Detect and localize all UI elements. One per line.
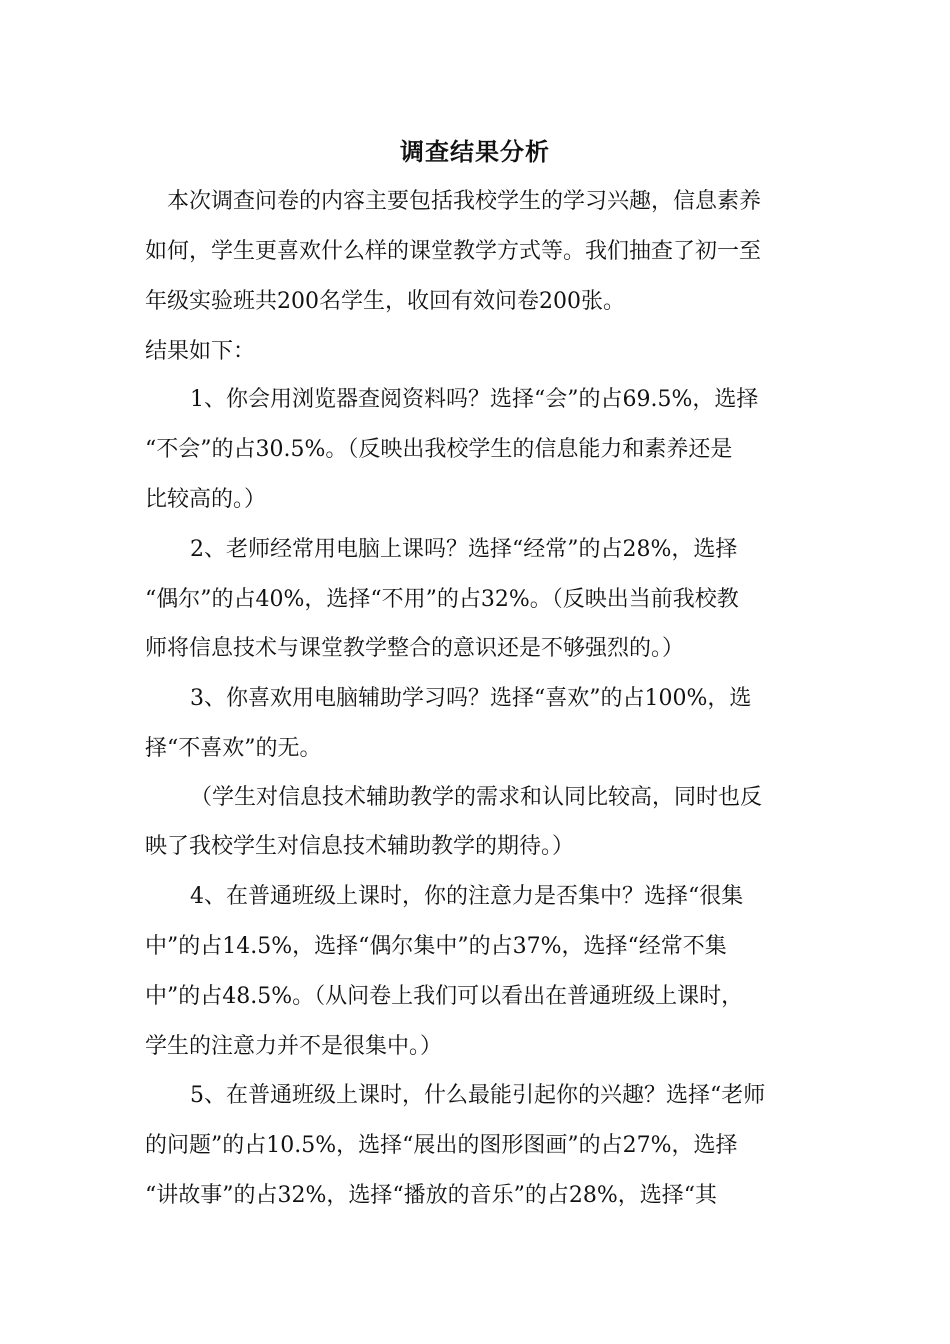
- page-title: 调查结果分析: [400, 138, 550, 166]
- text-line-q5-3: “讲故事”的占32%，选择“播放的音乐”的占28%，选择“其: [145, 1183, 718, 1208]
- text-line-q3-2: 择“不喜欢”的无。: [145, 736, 322, 761]
- text-line-q5-2: 的问题”的占10.5%，选择“展出的图形图画”的占27%，选择: [145, 1133, 738, 1158]
- text-line-intro-3: 年级实验班共200名学生，收回有效问卷200张。: [145, 289, 625, 314]
- text-line-q3-1: 3、你喜欢用电脑辅助学习吗？选择“喜欢”的占100%，选: [190, 686, 752, 711]
- text-line-q1-2: “不会”的占30.5%。（反映出我校学生的信息能力和素养还是: [145, 437, 733, 462]
- text-line-q2-1: 2、老师经常用电脑上课吗？选择“经常”的占28%，选择: [190, 537, 738, 562]
- text-line-q4-1: 4、在普通班级上课时，你的注意力是否集中？选择“很集: [190, 884, 744, 909]
- text-line-q1-3: 比较高的。）: [145, 487, 267, 512]
- text-line-q2-3: 师将信息技术与课堂教学整合的意识还是不够强烈的。）: [145, 636, 685, 661]
- text-line-q4-3: 中”的占48.5%。（从问卷上我们可以看出在普通班级上课时，: [145, 984, 744, 1009]
- text-line-intro-2: 如何，学生更喜欢什么样的课堂教学方式等。我们抽查了初一至: [145, 239, 762, 264]
- text-line-q1-1: 1、你会用浏览器查阅资料吗？选择“会”的占69.5%，选择: [190, 387, 759, 412]
- text-line-intro-1: 本次调查问卷的内容主要包括我校学生的学习兴趣，信息素养: [167, 189, 762, 214]
- text-line-q3-note-1: （学生对信息技术辅助教学的需求和认同比较高，同时也反: [190, 785, 763, 810]
- text-line-q4-2: 中”的占14.5%，选择“偶尔集中”的占37%，选择“经常不集: [145, 934, 727, 959]
- text-line-q2-2: “偶尔”的占40%，选择“不用”的占32%。（反映出当前我校教: [145, 587, 739, 612]
- text-line-q5-1: 5、在普通班级上课时，什么最能引起你的兴趣？选择“老师: [190, 1083, 766, 1108]
- text-line-q4-4: 学生的注意力并不是很集中。）: [145, 1034, 443, 1059]
- text-line-results-heading: 结果如下：: [145, 339, 256, 364]
- text-line-q3-note-2: 映了我校学生对信息技术辅助教学的期待。）: [145, 834, 575, 859]
